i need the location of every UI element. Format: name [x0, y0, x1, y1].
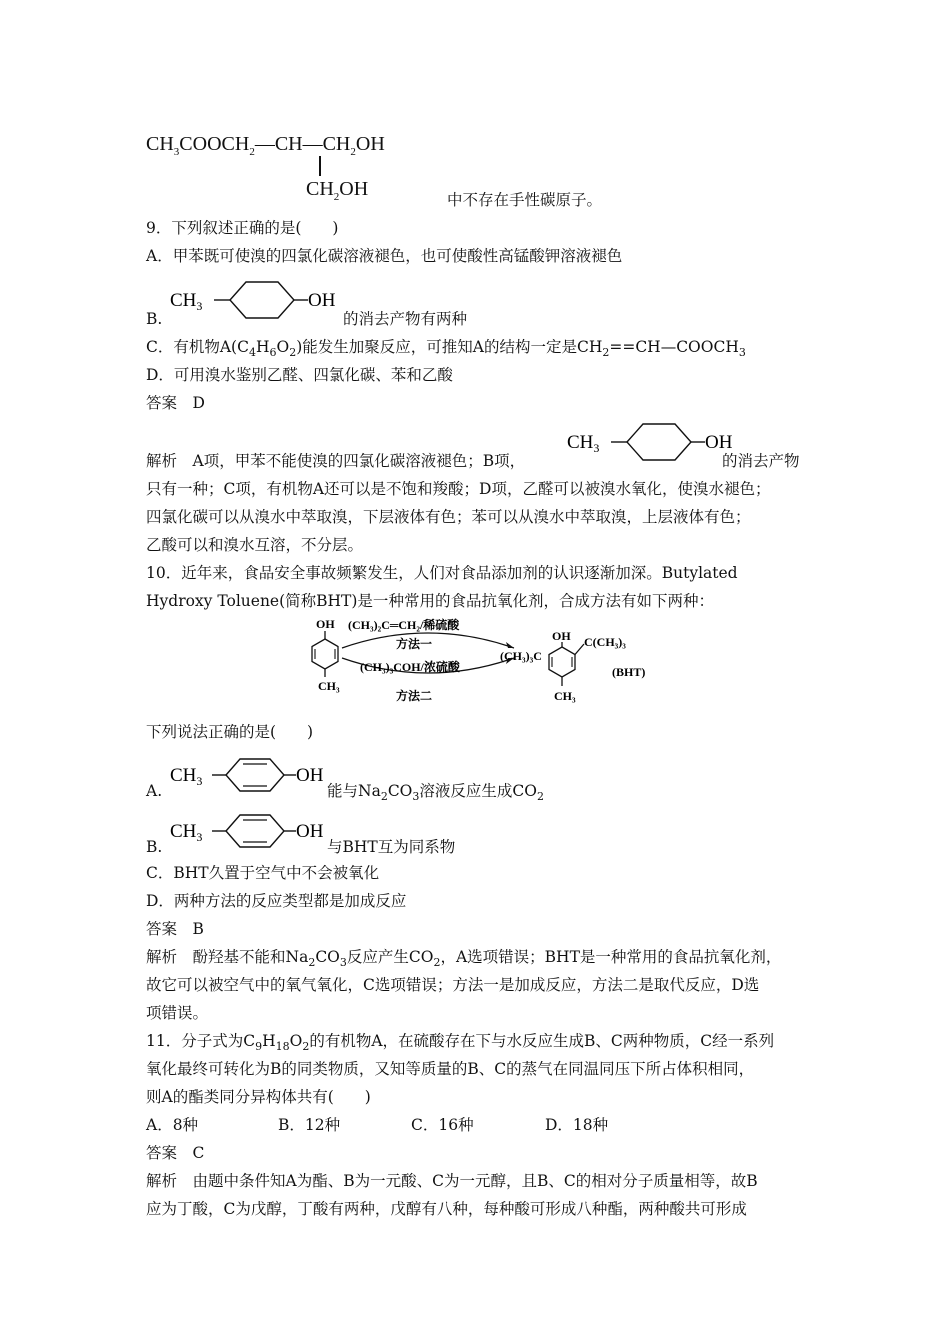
reactant-p-cresol [312, 617, 340, 693]
q10-stem-line1: 10．近年来，食品安全事故频繁发生，人们对食品添加剂的认识逐渐加深。Butylated [146, 564, 738, 582]
q10-stem-line2: Hydroxy Toluene(简称BHT)是一种常用的食品抗氧化剂，合成方法有如下两种： [146, 592, 714, 610]
q10-option-a-text: 能与$Na_2CO_3$溶液反应生成$CO_2$ [327, 782, 544, 804]
q9-explanation-line2: 只有一种；C项，有机物A还可以是不饱和羧酸；D项，乙醛可以被溴水氧化，使溴水褪色； [146, 480, 771, 498]
q9-option-b-text: 的消去产物有两种 [343, 310, 468, 328]
method2-label: 方法二 [396, 689, 433, 703]
product-bht [500, 629, 645, 703]
q9-explanation-structure [565, 420, 745, 464]
svg-text:(CH₃)₃C: (CH₃)₃C [500, 649, 542, 663]
svg-text:(BHT): (BHT) [612, 665, 646, 679]
structure-branch: $CH_2OH$ [306, 178, 369, 203]
q10-p-cresol-structure-b [168, 812, 330, 852]
q9-option-c: C．有机物$A(C_4H_6O_2)$能发生加聚反应，可推知A的结构一定是$CH_2==CH—COOCH_3$ [146, 338, 746, 360]
structure-branch-bond [319, 156, 321, 176]
structure-main-chain: $CH_3COOCH_2—CH—CH_2OH$ [146, 133, 385, 158]
svg-text:OH: OH [552, 629, 571, 643]
structure-note: 中不存在手性碳原子。 [447, 191, 603, 209]
q10-explanation-line3: 项错误。 [146, 1004, 209, 1022]
q9-explanation-line3: 四氯化碳可以从溴水中萃取溴，下层液体有色；苯可以从溴水中萃取溴，上层液体有色； [146, 508, 751, 526]
method1-label: 方法一 [396, 637, 433, 651]
q10-option-d: D．两种方法的反应类型都是加成反应 [146, 892, 407, 910]
q9-stem: 9．下列叙述正确的是( ) [146, 219, 339, 237]
q9-explanation-line1b: 的消去产物 [722, 452, 800, 470]
q11-option-a: A．8种 [146, 1116, 199, 1134]
q11-explanation-line1: 解析 由题中条件知A为酯、B为一元酸、C为一元醇，且B、C的相对分子质量相等，故B [146, 1172, 758, 1190]
q10-explanation-line2: 故它可以被空气中的氧气氧化，C选项错误；方法一是加成反应，方法二是取代反应，D选 [146, 976, 760, 994]
svg-text:OH: OH [316, 617, 335, 631]
q11-option-b: B．12种 [278, 1116, 341, 1134]
ring-ch3-label: $CH_3$ [170, 290, 203, 313]
q9-explanation-line4: 乙酸可以和溴水互溶，不分层。 [146, 536, 364, 554]
ring-oh-label: OH [296, 821, 324, 842]
q10-p-cresol-structure-a [168, 756, 330, 796]
q11-answer: 答案 C [146, 1144, 205, 1162]
q10-option-b-text: 与BHT互为同系物 [327, 838, 456, 856]
q11-explanation-line2: 应为丁酸，C为戊醇，丁酸有两种，戊醇有八种，每种酸可形成八种酯，两种酸共可形成 [146, 1200, 747, 1218]
q11-option-d: D．18种 [545, 1116, 609, 1134]
q11-stem-line2: 氧化最终可转化为B的同类物质，又知等质量的B、C的蒸气在同温同压下所占体积相同， [146, 1060, 755, 1078]
q10-explanation-line1: 解析 酚羟基不能和$Na_2CO_3$反应产生$CO_2$，A选项错误；BHT是一种常用的食品抗氧化剂， [146, 948, 782, 970]
bht-synthesis-scheme [308, 614, 668, 714]
ring-ch3-label: $CH_3$ [567, 432, 600, 455]
ring-oh-label: OH [705, 432, 733, 453]
q10-option-c: C．BHT久置于空气中不会被氧化 [146, 864, 380, 882]
ring-oh-label: OH [296, 765, 324, 786]
q9-option-b-prefix: B. [146, 310, 163, 328]
ring-ch3-label: $CH_3$ [170, 765, 203, 788]
method1-reagent: (CH₃)₂C═CH₂/稀硫酸 [348, 618, 460, 632]
q9-option-a: A．甲苯既可使溴的四氯化碳溶液褪色，也可使酸性高锰酸钾溶液褪色 [146, 247, 623, 265]
q11-stem-line1: 11．分子式为$C_9H_{18}O_2$的有机物A，在硫酸存在下与水反应生成B、C两种物质，C经一系列 [146, 1032, 775, 1054]
svg-text:C(CH₃)₃: C(CH₃)₃ [584, 635, 626, 649]
svg-text:CH₃: CH₃ [318, 679, 340, 693]
q9-answer: 答案 D [146, 394, 205, 412]
q10-option-a-prefix: A. [146, 782, 163, 800]
ring-oh-label: OH [308, 290, 336, 311]
q11-stem-line3: 则A的酯类同分异构体共有( ) [146, 1088, 371, 1106]
svg-text:CH₃: CH₃ [554, 689, 576, 703]
q10-answer: 答案 B [146, 920, 204, 938]
q11-option-c: C．16种 [411, 1116, 474, 1134]
q9-explanation-line1a: 解析 A项，甲苯不能使溴的四氯化碳溶液褪色；B项， [146, 452, 526, 470]
q9-cyclohexanol-structure [168, 278, 348, 322]
q10-option-b-prefix: B. [146, 838, 163, 856]
method2-reagent: (CH₃)₃COH/浓硫酸 [360, 660, 460, 674]
ring-ch3-label: $CH_3$ [170, 821, 203, 844]
q10-question: 下列说法正确的是( ) [146, 723, 314, 741]
q9-option-d: D．可用溴水鉴别乙醛、四氯化碳、苯和乙酸 [146, 366, 453, 384]
